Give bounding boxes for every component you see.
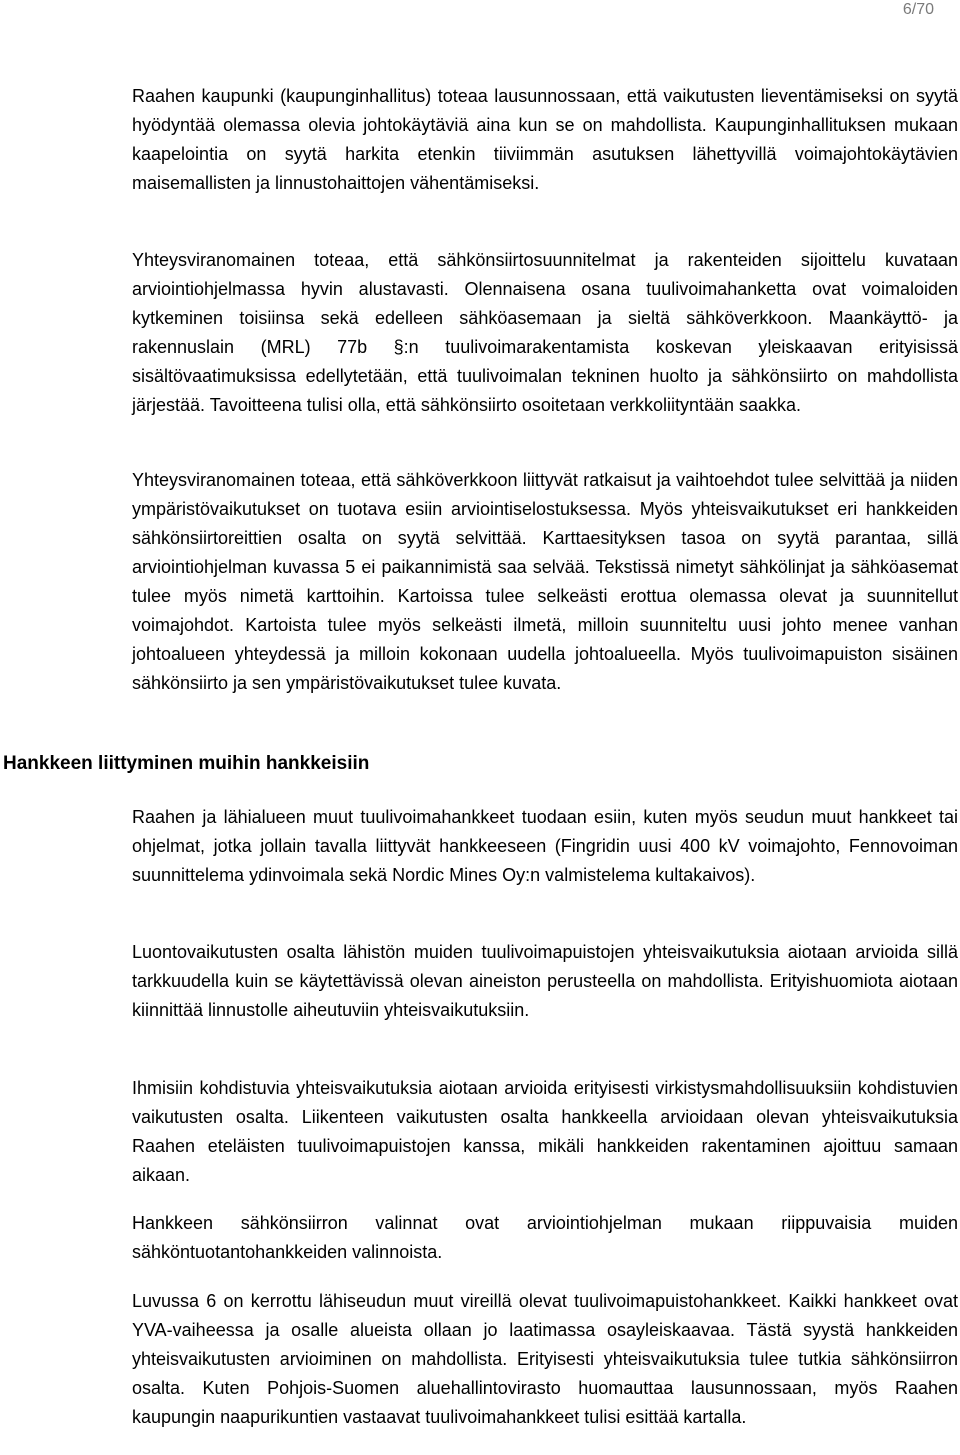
paragraph-raahe-statement: Raahen kaupunki (kaupunginhallitus) toteaa lausunnossaan, että vaikutusten lieventämiseksi on syytä hyödyntää olemassa olevia johtokäytäviä aina kun se on mahdollista. Kaupunginhallituksen mukaan kaapelointia on syytä harkita etenkin tiiviimmän asutuksen lähettyvillä voimajohtokäytävien maisemallisten ja linnustohaittojen vähentämiseksi. (132, 86, 958, 193)
paragraph-human-impacts: Ihmisiin kohdistuvia yhteisvaikutuksia aiotaan arvioida erityisesti virkistysmahdollisuuksiin kohdistuvien vaikutusten osalta. Liikenteen vaikutusten osalta hankkeella arvioidaan olevan yhteisvaikutuksia Raahen eteläisten tuulivoimapuistojen kanssa, mikäli hankkeiden rakentaminen ajoittuu samaan aikaan. (132, 1078, 958, 1185)
paragraph-nature-impacts: Luontovaikutusten osalta lähistön muiden tuulivoimapuistojen yhteisvaikutuksia aiotaan arvioida sillä tarkkuudella kuin se käytettävissä olevan aineiston perusteella on mahdollista. Erityishuomiota aiotaan kiinnittää linnustolle aiheutuviin yhteisvaikutuksiin. (132, 942, 958, 1020)
section-heading: Hankkeen liittyminen muihin hankkeisiin (3, 753, 370, 774)
paragraph-chapter-six: Luvussa 6 on kerrottu lähiseudun muut vireillä olevat tuulivoimapuistohankkeet. Kaikki hankkeet ovat YVA-vaiheessa ja osalle alueista ollaan jo laatimassa osayleiskaavaa. Tästä syystä hankkeiden yhteisvaikutusten arvioiminen on mahdollista. Erityisesti yhteisvaikutuksia tulee tutkia sähkönsiirron osalta. Kuten Pohjois-Suomen aluehallintovirasto huomauttaa lausunnossaan, myös Raahen kaupungin naapurikuntien vastaavat tuulivoimahankkeet tulisi esittää kartalla. (132, 1291, 958, 1427)
paragraph-grid-solutions: Yhteysviranomainen toteaa, että sähköverkkoon liittyvät ratkaisut ja vaihtoehdot tulee selvittää ja niiden ympäristövaikutukset on tuotava esiin arviointiselostuksessa. Myös yhteisvaikutukset eri hankkeiden sähkönsiirtoreittien osalta on syytä selvittää. Karttaesityksen tasoa on syytä parantaa, sillä arviointiohjelman kuvassa 5 ei paikannimistä saa selvää. Tekstissä nimetyt sähkölinjat ja sähköasemat tulee myös nimetä karttoihin. Kartoissa tulee selkeästi erottua olemassa olevat ja suunnitellut voimajohdot. Kartoista tulee myös selkeästi ilmetä, milloin suunniteltu uusi johto menee vanhan johtoalueen yhteydessä ja milloin kokonaan uudella johtoalueella. Myös tuulivoimapuiston sisäinen sähkönsiirto ja sen ympäristövaikutukset tulee kuvata. (132, 470, 958, 693)
page-number: 6/70 (902, 1, 934, 18)
paragraph-transmission-plans: Yhteysviranomainen toteaa, että sähkönsiirtosuunnitelmat ja rakenteiden sijoittelu kuvataan arviointiohjelmassa hyvin alustavasti. Olennaisena osana tuulivoimahanketta ovat voimaloiden kytkeminen toisiinsa sekä edelleen sähköasemaan ja sieltä sähköverkkoon. Maankäyttö- ja rakennuslain (MRL) 77b §:n tuulivoimarakentamista koskevan yleiskaavan erityisissä sisältövaatimuksissa edellytetään, että tuulivoimalan tekninen huolto ja sähkönsiirto on mahdollista järjestää. Tavoitteena tulisi olla, että sähkönsiirto osoitetaan verkkoliityntään saakka. (132, 250, 958, 415)
paragraph-other-projects: Raahen ja lähialueen muut tuulivoimahankkeet tuodaan esiin, kuten myös seudun muut hankkeet tai ohjelmat, jotka jollain tavalla liittyvät hankkeeseen (Fingridin uusi 400 kV voimajohto, Fennovoiman suunnittelema ydinvoimala sekä Nordic Mines Oy:n valmistelema kultakaivos). (132, 807, 958, 885)
paragraph-transmission-choices: Hankkeen sähkönsiirron valinnat ovat arviointiohjelman mukaan riippuvaisia muiden sähköntuotantohankkeiden valinnoista. (132, 1213, 958, 1262)
